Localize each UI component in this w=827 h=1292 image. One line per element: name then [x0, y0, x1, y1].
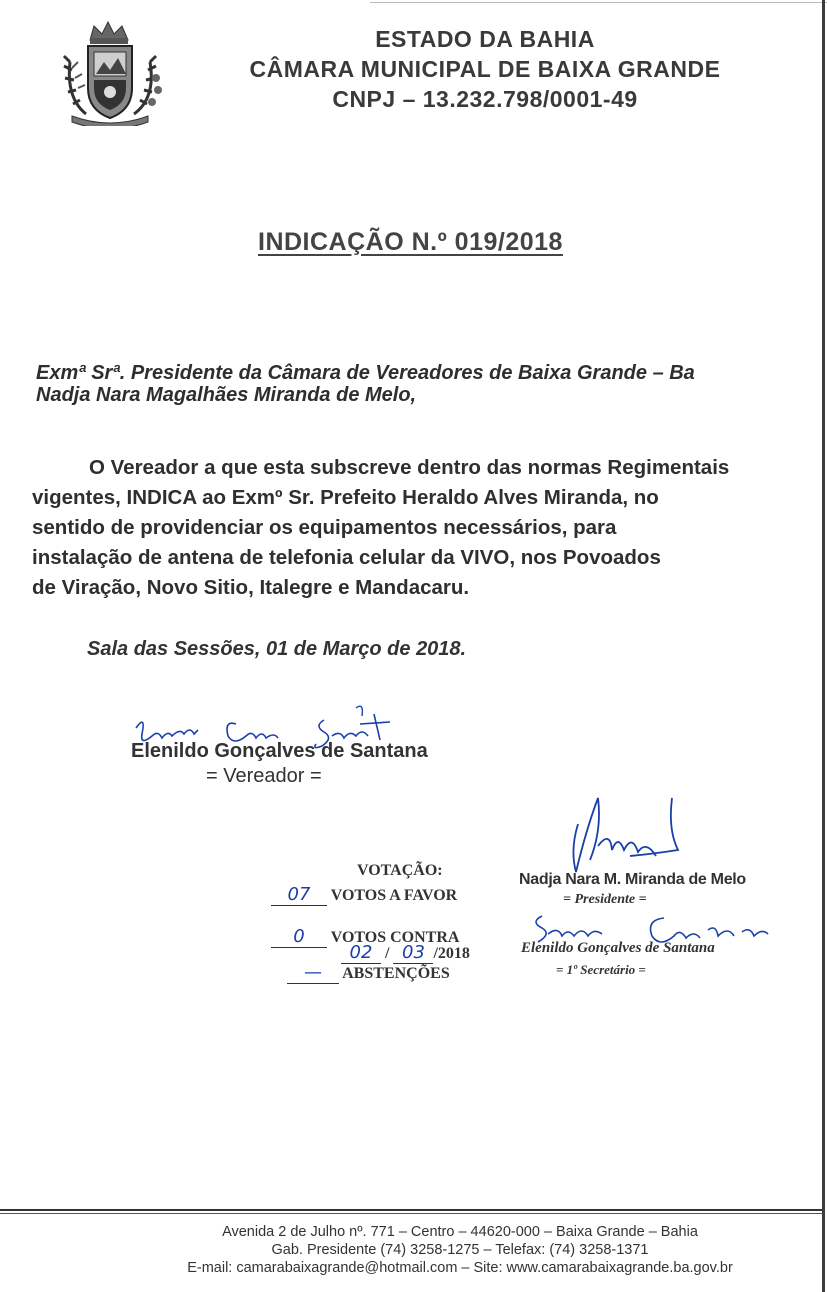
page-edge-right — [822, 0, 825, 1292]
votos-favor-count: 07 — [271, 884, 327, 906]
header-cnpj: CNPJ – 13.232.798/0001-49 — [332, 86, 638, 112]
president-name: Nadja Nara M. Miranda de Melo — [519, 871, 746, 888]
votacao-day: 02 — [341, 942, 381, 964]
secretary-role: = 1º Secretário = — [556, 962, 646, 977]
vereador-role: = Vereador = — [206, 765, 322, 787]
abstencoes-label: ABSTENÇÕES — [342, 965, 450, 982]
vereador-name: Elenildo Gonçalves de Santana — [131, 740, 428, 762]
indication-body — [32, 453, 812, 603]
body-line-5: de Viração, Novo Sitio, Italegre e Mandacaru. — [32, 576, 470, 599]
votacao-month: 03 — [393, 942, 433, 964]
header-state: ESTADO DA BAHIA — [375, 26, 595, 52]
salutation-line-1: Exmª Srª. Presidente da Câmara de Vereadores de Baixa Grande – Ba — [36, 362, 695, 384]
abstencoes-row — [287, 962, 450, 984]
coat-of-arms-logo — [52, 18, 172, 126]
votacao-title: VOTAÇÃO: — [357, 862, 443, 879]
footer-divider — [0, 1209, 822, 1211]
document-title: INDICAÇÃO N.º 019/2018 — [258, 228, 563, 256]
votacao-date: 02 / 03 /2018 — [341, 942, 470, 964]
header-chamber: CÂMARA MUNICIPAL DE BAIXA GRANDE — [249, 56, 721, 82]
footer-contact: E-mail: camarabaixagrande@hotmail.com – Site: www.camarabaixagrande.ba.gov.br — [187, 1260, 733, 1276]
footer-phones: Gab. Presidente (74) 3258-1275 – Telefax: (74) 3258-1371 — [271, 1242, 649, 1258]
votos-contra-label: VOTOS CONTRA — [330, 929, 460, 946]
body-line-3: sentido de providenciar os equipamentos necessários, para — [32, 516, 617, 539]
votos-favor-label: VOTOS A FAVOR — [330, 887, 458, 904]
votos-favor-row — [271, 884, 457, 906]
footer-divider-thin — [0, 1213, 822, 1214]
abstencoes-count: — — [287, 962, 339, 984]
body-line-4: instalação de antena de telefonia celular da VIVO, nos Povoados — [32, 546, 661, 569]
secretary-name: Elenildo Gonçalves de Santana — [521, 940, 715, 956]
body-line-2: vigentes, INDICA ao Exmº Sr. Prefeito Heraldo Alves Miranda, no — [32, 486, 659, 509]
president-role: = Presidente = — [563, 892, 647, 907]
place-and-date: Sala das Sessões, 01 de Março de 2018. — [87, 638, 467, 660]
salutation-line-2: Nadja Nara Magalhães Miranda de Melo, — [36, 384, 417, 406]
votacao-year: /2018 — [433, 945, 470, 962]
footer-address: Avenida 2 de Julho nº. 771 – Centro – 44620-000 – Baixa Grande – Bahia — [222, 1224, 698, 1240]
votos-contra-count: 0 — [271, 926, 327, 948]
page-edge-top — [370, 2, 827, 3]
president-signature — [560, 790, 710, 880]
body-line-1: O Vereador a que esta subscreve dentro das normas Regimentais — [89, 456, 730, 479]
